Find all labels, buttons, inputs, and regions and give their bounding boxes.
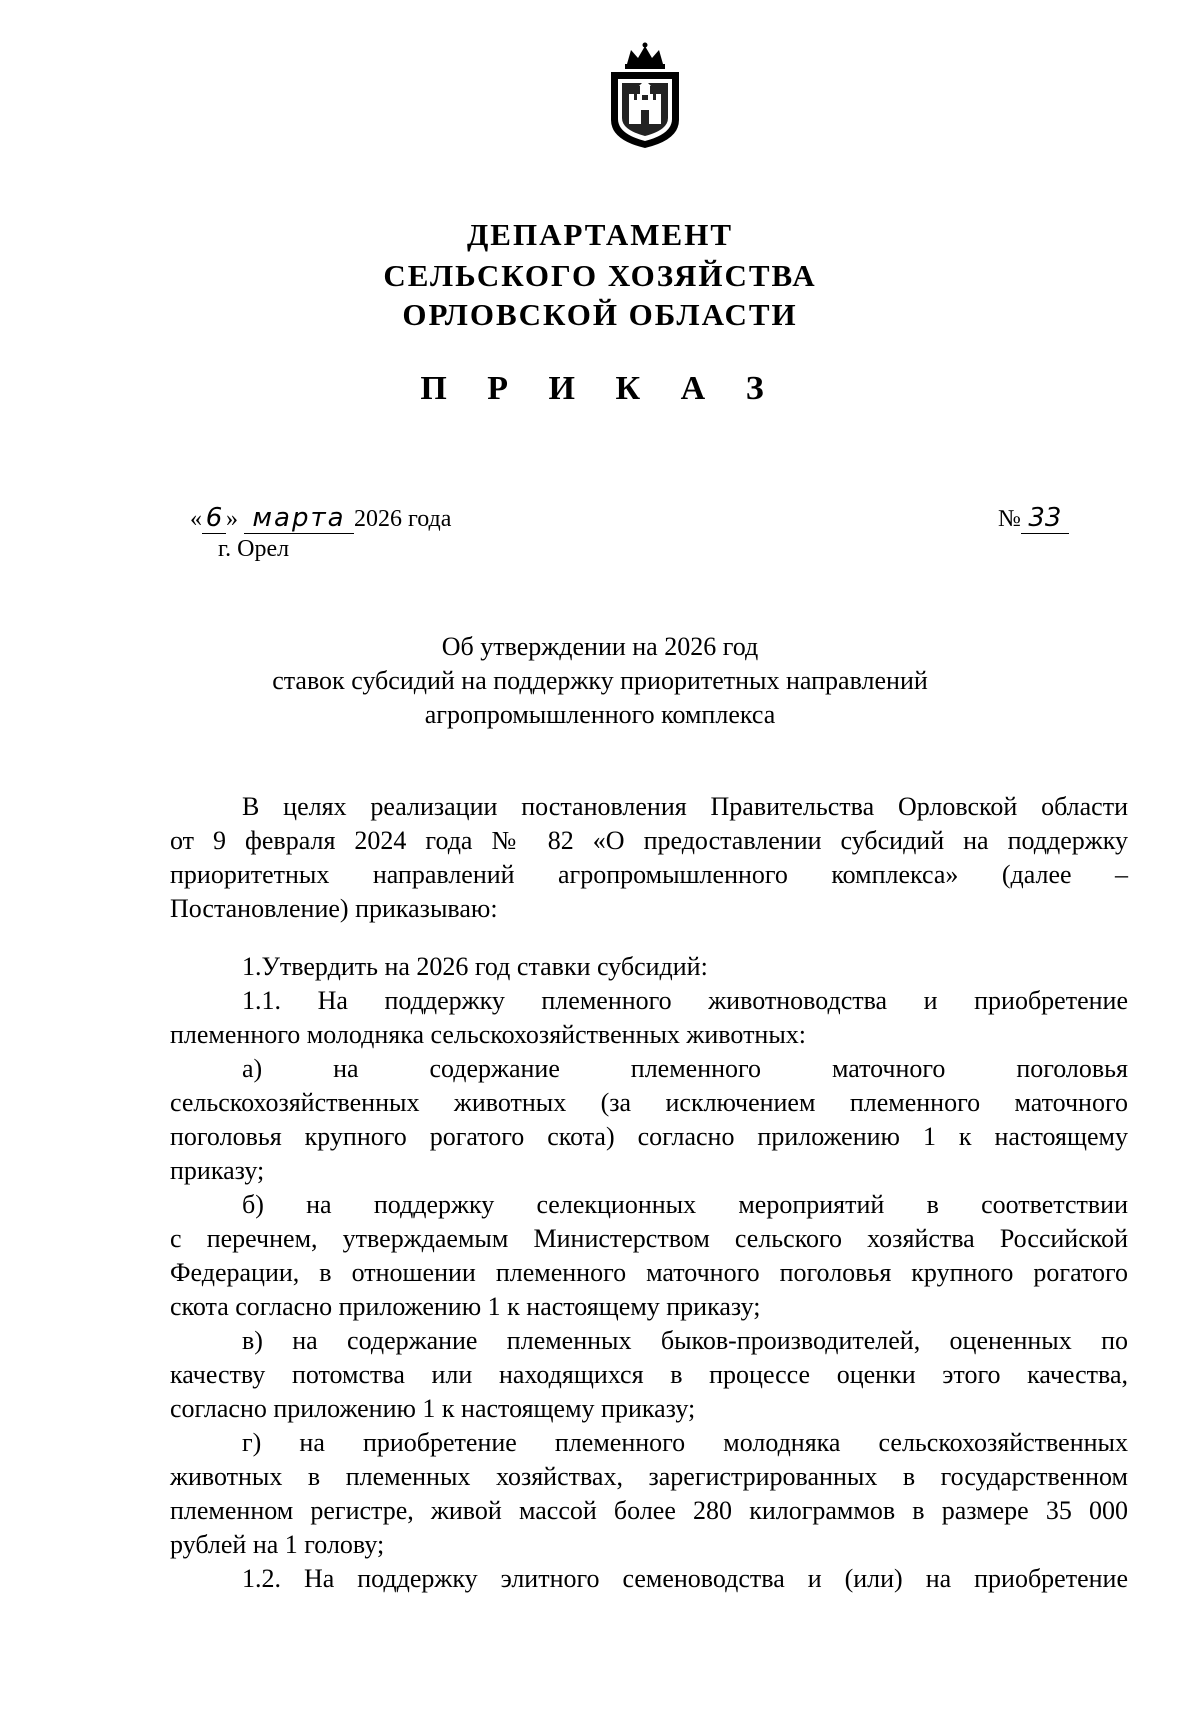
department-name-line-1: ДЕПАРТАМЕНТ <box>466 217 734 252</box>
number-sign: № <box>998 506 1021 532</box>
intro-line: приоритетных направлений агропромышленного комплекса» (далее – <box>170 860 1128 889</box>
subject-line: Об утверждении на 2026 год <box>441 632 759 661</box>
item-line: качеству потомства или находящихся в процессе оценки этого качества, <box>170 1360 1128 1389</box>
item-line: скота согласно приложению 1 к настоящему приказу; <box>170 1292 761 1321</box>
document-type-title: П Р И К А З <box>420 370 780 407</box>
coat-of-arms-emblem <box>605 42 685 150</box>
handwritten-month: марта <box>244 503 354 534</box>
item-line: с перечнем, утверждаемым Министерством сельского хозяйства Российской <box>170 1224 1128 1253</box>
item-line: рублей на 1 голову; <box>170 1530 385 1559</box>
intro-line: В целях реализации постановления Правительства Орловской области <box>242 792 1128 821</box>
item-line: б) на поддержку селекционных мероприятий в соответствии <box>242 1190 1128 1219</box>
handwritten-number: 33 <box>1021 503 1069 534</box>
order-items <box>170 950 1128 1596</box>
department-name-line-3: ОРЛОВСКОЙ ОБЛАСТИ <box>402 297 798 332</box>
item-line: 1.Утвердить на 2026 год ставки субсидий: <box>242 952 708 981</box>
department-name-line-2: СЕЛЬСКОГО ХОЗЯЙСТВА <box>383 258 817 293</box>
item-line: племенного молодняка сельскохозяйственных животных: <box>170 1020 807 1049</box>
item-line: 1.2. На поддержку элитного семеноводства и (или) на приобретение <box>242 1564 1128 1593</box>
item-line: сельскохозяйственных животных (за исключением племенного маточного <box>170 1088 1128 1117</box>
item-line: согласно приложению 1 к настоящему приказу; <box>170 1394 696 1423</box>
subject-line: агропромышленного комплекса <box>424 700 776 729</box>
item-line: 1.1. На поддержку племенного животноводства и приобретение <box>242 986 1128 1015</box>
order-number <box>998 503 1069 534</box>
item-line: животных в племенных хозяйствах, зарегистрированных в государственном <box>170 1462 1128 1491</box>
item-line: приказу; <box>170 1156 265 1185</box>
order-subject <box>0 630 1200 732</box>
date-open-quote: « <box>190 506 202 532</box>
intro-paragraph <box>170 790 1128 926</box>
order-city: г. Орел <box>218 536 290 562</box>
item-line: в) на содержание племенных быков-производителей, оцененных по <box>242 1326 1128 1355</box>
item-line: Федерации, в отношении племенного маточного поголовья крупного рогатого <box>170 1258 1128 1287</box>
order-date <box>190 503 451 534</box>
subject-line: ставок субсидий на поддержку приоритетных направлений <box>272 666 928 695</box>
date-year: 2026 года <box>354 506 452 532</box>
intro-line: Постановление) приказываю: <box>170 894 498 923</box>
handwritten-day: 6 <box>202 503 226 534</box>
item-line: а) на содержание племенного маточного поголовья <box>242 1054 1128 1083</box>
date-close-quote: » <box>226 506 238 532</box>
item-line: г) на приобретение племенного молодняка сельскохозяйственных <box>242 1428 1128 1457</box>
item-line: племенном регистре, живой массой более 280 килограммов в размере 35 000 <box>170 1496 1128 1525</box>
intro-line: от 9 февраля 2024 года № 82 «О предоставлении субсидий на поддержку <box>170 826 1128 855</box>
item-line: поголовья крупного рогатого скота) согласно приложению 1 к настоящему <box>170 1122 1128 1151</box>
